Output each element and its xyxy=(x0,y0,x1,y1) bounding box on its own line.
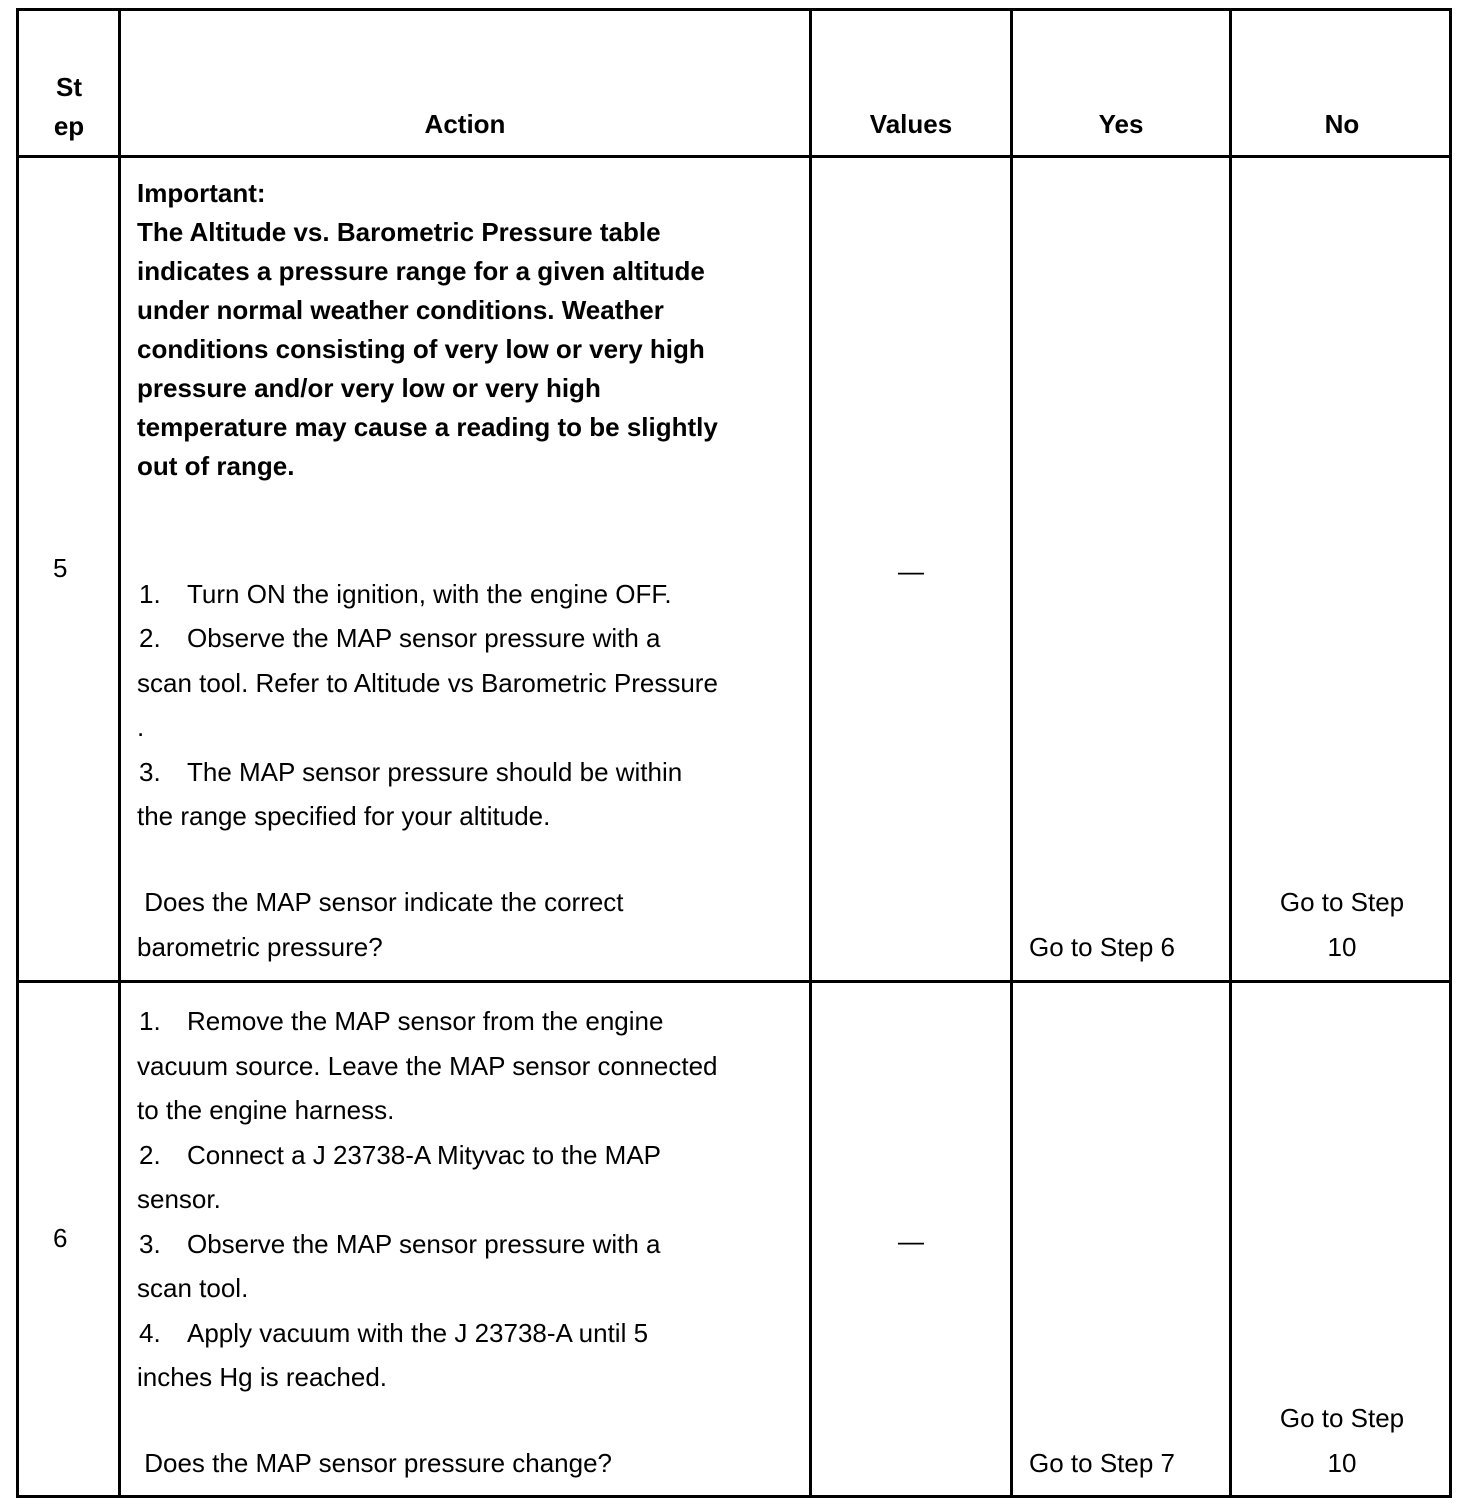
step-number: 5 xyxy=(53,553,68,583)
list-text: sensor. xyxy=(137,1184,221,1214)
no-cell: Go to Step xyxy=(1279,887,1405,917)
list-item xyxy=(137,572,672,617)
list-text: Remove the MAP sensor from the engine xyxy=(187,1006,664,1036)
yes-cell: Go to Step 7 xyxy=(1029,1448,1175,1478)
yes-cell: Go to Step 6 xyxy=(1029,932,1175,962)
list-text: Apply vacuum with the J 23738-A until 5 xyxy=(187,1318,649,1348)
header-yes: Yes xyxy=(1098,109,1144,139)
list-text: inches Hg is reached. xyxy=(137,1362,388,1392)
column-divider xyxy=(1229,11,1232,1495)
list-text: scan tool. xyxy=(137,1273,249,1303)
column-divider xyxy=(809,11,812,1495)
list-number: 3. xyxy=(139,757,161,787)
list-number: 2. xyxy=(139,1140,161,1170)
important-label: Important: xyxy=(137,178,266,208)
list-text: . xyxy=(137,712,145,742)
list-number: 1. xyxy=(139,1006,161,1036)
no-cell: 10 xyxy=(1327,932,1357,962)
question: barometric pressure? xyxy=(137,932,383,962)
list-text: The MAP sensor pressure should be within xyxy=(187,757,683,787)
list-text: Turn ON the ignition, with the engine OFF. xyxy=(187,579,672,609)
important-text: conditions consisting of very low or very high xyxy=(137,334,705,364)
column-divider xyxy=(118,11,121,1495)
header-step-line1: St xyxy=(56,72,82,102)
list-text: vacuum source. Leave the MAP sensor connected xyxy=(137,1051,718,1081)
diagnostic-table xyxy=(16,8,1452,1498)
list-item xyxy=(137,999,663,1044)
important-text: indicates a pressure range for a given altitude xyxy=(137,256,705,286)
list-text: Observe the MAP sensor pressure with a xyxy=(187,623,661,653)
important-text: temperature may cause a reading to be slightly xyxy=(137,412,718,442)
list-text: the range specified for your altitude. xyxy=(137,801,551,831)
no-cell: Go to Step xyxy=(1279,1403,1405,1433)
header-values: Values xyxy=(869,109,953,139)
row-divider xyxy=(19,980,1449,983)
list-item xyxy=(137,750,682,795)
list-text: Connect a J 23738-A Mityvac to the MAP xyxy=(187,1140,662,1170)
question: Does the MAP sensor pressure change? xyxy=(137,1448,613,1478)
list-number: 3. xyxy=(139,1229,161,1259)
header-step-line2: ep xyxy=(53,111,85,141)
list-text: scan tool. Refer to Altitude vs Barometric Pressure xyxy=(137,668,718,698)
list-item xyxy=(137,616,661,661)
step-number: 6 xyxy=(53,1223,68,1253)
list-text: Observe the MAP sensor pressure with a xyxy=(187,1229,661,1259)
list-item xyxy=(137,1311,648,1356)
important-text: pressure and/or very low or very high xyxy=(137,373,601,403)
no-cell: 10 xyxy=(1327,1448,1357,1478)
header-no: No xyxy=(1324,109,1360,139)
question: Does the MAP sensor indicate the correct xyxy=(137,887,624,917)
important-text: under normal weather conditions. Weather xyxy=(137,295,664,325)
value-cell: — xyxy=(898,556,924,586)
list-item xyxy=(137,1222,661,1267)
column-divider xyxy=(1010,11,1013,1495)
important-text: out of range. xyxy=(137,451,295,481)
row-divider xyxy=(19,155,1449,158)
list-text: to the engine harness. xyxy=(137,1095,395,1125)
list-item xyxy=(137,1133,661,1178)
value-cell: — xyxy=(898,1226,924,1256)
important-text: The Altitude vs. Barometric Pressure table xyxy=(137,217,661,247)
header-action: Action xyxy=(424,109,506,139)
list-number: 1. xyxy=(139,579,161,609)
list-number: 4. xyxy=(139,1318,161,1348)
list-number: 2. xyxy=(139,623,161,653)
